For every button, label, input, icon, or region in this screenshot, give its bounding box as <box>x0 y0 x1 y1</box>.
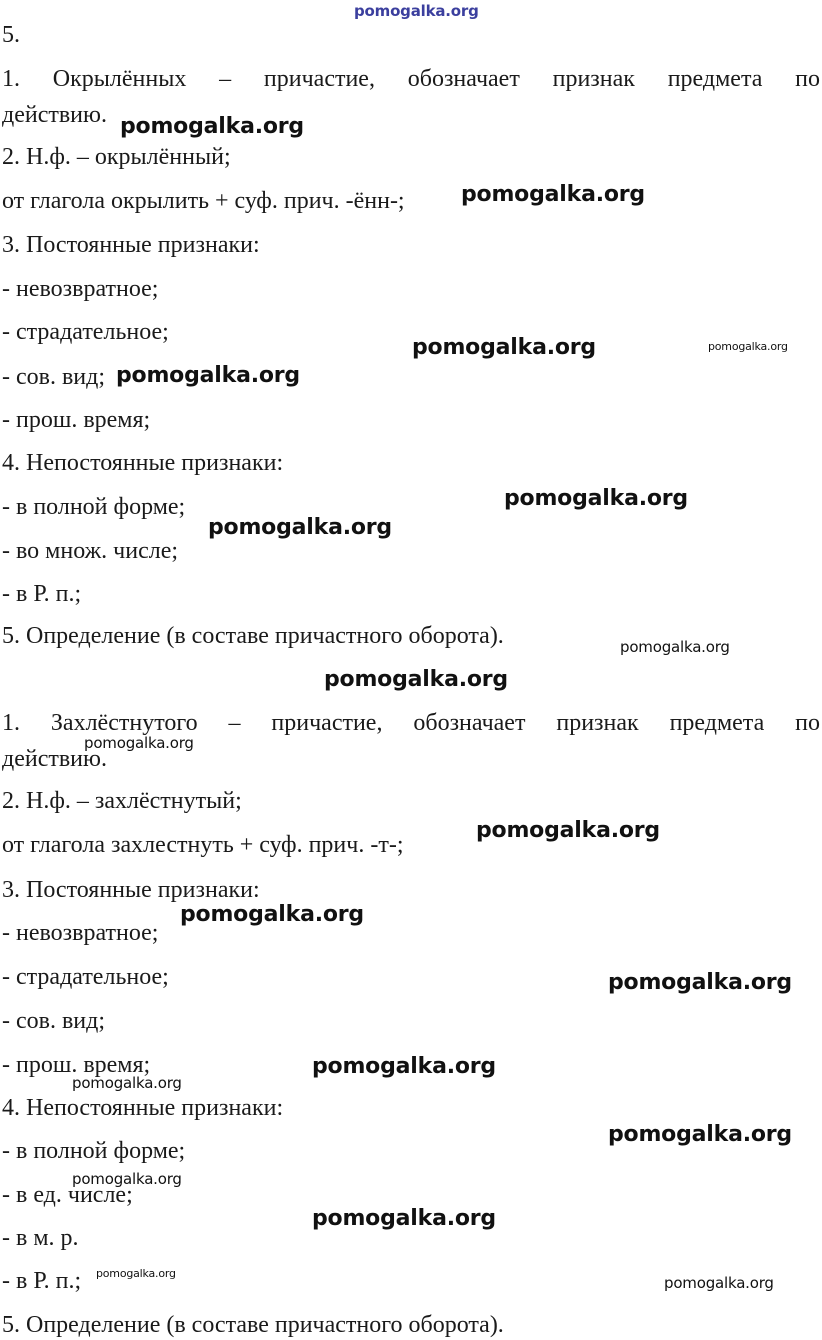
s1-item5: 5. Определение (в составе причастного оборота). <box>2 623 504 649</box>
watermark: pomogalka.org <box>608 970 792 995</box>
watermark: pomogalka.org <box>708 340 788 353</box>
s1-item3-c: - сов. вид; <box>2 364 106 390</box>
watermark: pomogalka.org <box>504 486 688 511</box>
s2-item1-line1: 1. Захлёстнутого – причастие, обозначает признак предмета по <box>2 710 820 736</box>
s1-item4-a: - в полной форме; <box>2 494 186 520</box>
s1-item3-heading: 3. Постоянные признаки: <box>2 232 260 258</box>
task-number: 5. <box>2 22 20 48</box>
s2-item3-b: - страдательное; <box>2 964 169 990</box>
s2-item4-a: - в полной форме; <box>2 1138 186 1164</box>
watermark: pomogalka.org <box>208 515 392 540</box>
watermark: pomogalka.org <box>96 1267 176 1280</box>
s2-item1-line2: действию. <box>2 746 107 772</box>
s2-item4-c: - в м. р. <box>2 1225 79 1251</box>
s1-item3-a: - невозвратное; <box>2 276 159 302</box>
s2-item4-heading: 4. Непостоянные признаки: <box>2 1095 284 1121</box>
s1-item4-heading: 4. Непостоянные признаки: <box>2 450 284 476</box>
watermark: pomogalka.org <box>324 667 508 692</box>
s1-item2: 2. Н.ф. – окрылённый; <box>2 144 231 170</box>
s1-item1-line2: действию. <box>2 102 107 128</box>
watermark: pomogalka.org <box>84 734 194 752</box>
s2-item2-origin: от глагола захлестнуть + суф. прич. -т-; <box>2 832 404 858</box>
s1-item4-b: - во множ. числе; <box>2 538 179 564</box>
s1-item2-origin: от глагола окрылить + суф. прич. -ённ-; <box>2 188 405 214</box>
header-watermark: pomogalka.org <box>354 2 479 20</box>
s1-item3-b: - страдательное; <box>2 319 169 345</box>
s2-item3-heading: 3. Постоянные признаки: <box>2 877 260 903</box>
watermark: pomogalka.org <box>461 182 645 207</box>
watermark: pomogalka.org <box>412 335 596 360</box>
s2-item3-c: - сов. вид; <box>2 1008 106 1034</box>
watermark: pomogalka.org <box>120 114 304 139</box>
s2-item4-b: - в ед. числе; <box>2 1182 133 1208</box>
watermark: pomogalka.org <box>180 902 364 927</box>
s1-item3-d: - прош. время; <box>2 407 151 433</box>
s2-item5: 5. Определение (в составе причастного оборота). <box>2 1312 504 1338</box>
watermark: pomogalka.org <box>620 638 730 656</box>
s2-item3-a: - невозвратное; <box>2 920 159 946</box>
watermark: pomogalka.org <box>312 1206 496 1231</box>
watermark: pomogalka.org <box>608 1122 792 1147</box>
watermark: pomogalka.org <box>72 1074 182 1092</box>
s1-item4-c: - в Р. п.; <box>2 581 82 607</box>
s2-item4-d: - в Р. п.; <box>2 1268 82 1294</box>
watermark: pomogalka.org <box>664 1274 774 1292</box>
watermark: pomogalka.org <box>476 818 660 843</box>
watermark: pomogalka.org <box>72 1170 182 1188</box>
watermark: pomogalka.org <box>116 363 300 388</box>
watermark: pomogalka.org <box>312 1054 496 1079</box>
s1-item1-line1: 1. Окрылённых – причастие, обозначает признак предмета по <box>2 66 820 92</box>
s2-item3-d: - прош. время; <box>2 1052 151 1078</box>
s2-item2: 2. Н.ф. – захлёстнутый; <box>2 788 242 814</box>
